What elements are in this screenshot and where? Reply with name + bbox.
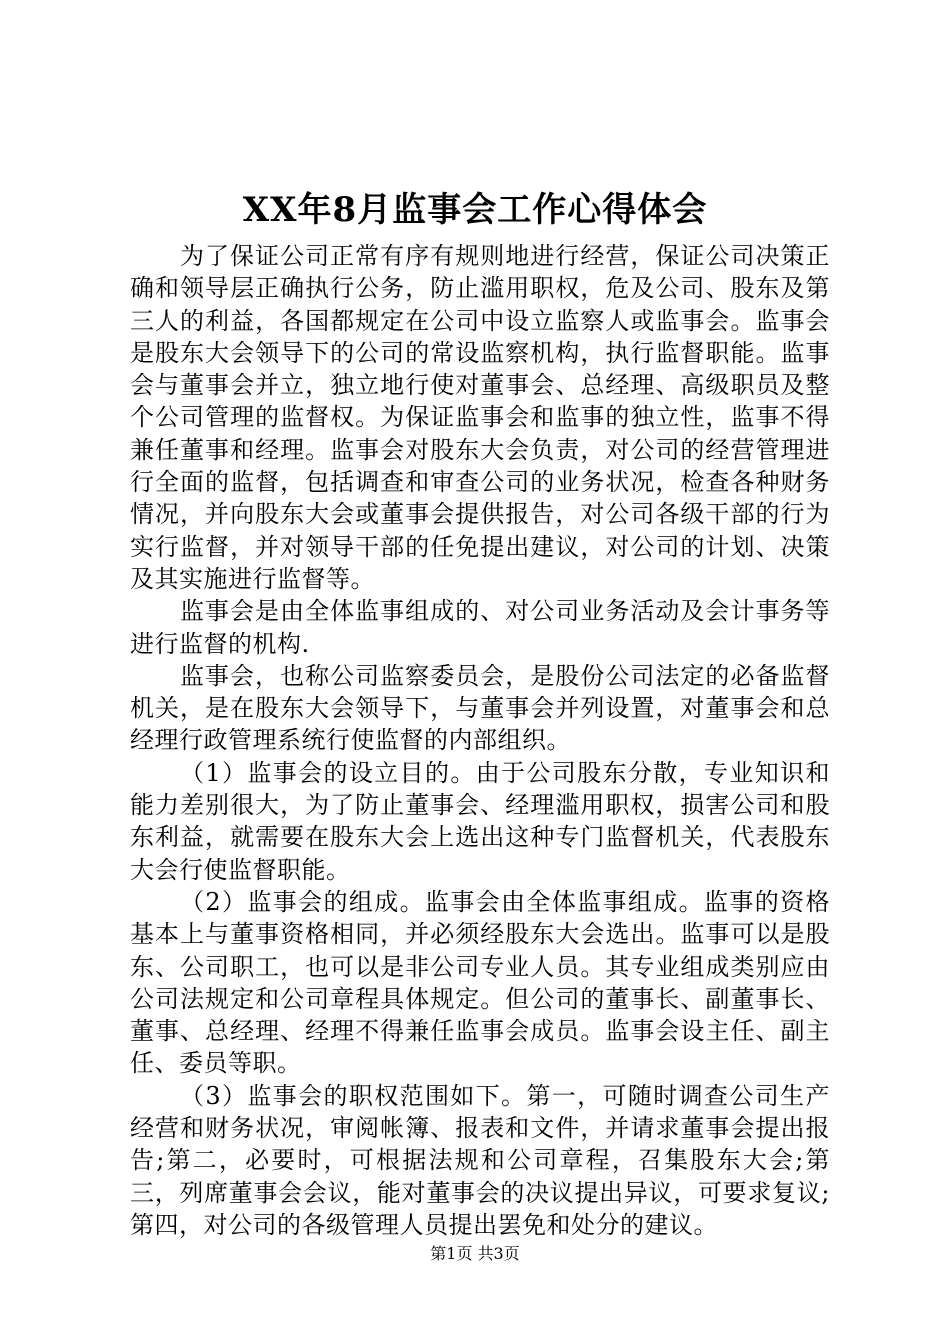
paragraph-3: 监事会，也称公司监察委员会，是股份公司法定的必备监督机关，是在股东大会领导下，与董事会并列设置，对董事会和总经理行政管理系统行使监督的内部组织。 bbox=[130, 661, 830, 755]
document-body bbox=[130, 240, 830, 1241]
paragraph-5: （2）监事会的组成。监事会由全体监事组成。监事的资格基本上与董事资格相同，并必须经股东大会选出。监事可以是股东、公司职工，也可以是非公司专业人员。其专业组成类别应由公司法规定和公司章程具体规定。但公司的董事长、副董事长、董事、总经理、经理不得兼任监事会成员。监事会设主任、副主任、委员等职。 bbox=[130, 887, 830, 1078]
paragraph-1: 为了保证公司正常有序有规则地进行经营，保证公司决策正确和领导层正确执行公务，防止滥用职权，危及公司、股东及第三人的利益，各国都规定在公司中设立监察人或监事会。监事会是股东大会领导下的公司的常设监察机构，执行监督职能。监事会与董事会并立，独立地行使对董事会、总经理、高级职员及整个公司管理的监督权。为保证监事会和监事的独立性，监事不得兼任董事和经理。监事会对股东大会负责，对公司的经营管理进行全面的监督，包括调查和审查公司的业务状况，检查各种财务情况，并向股东大会或董事会提供报告，对公司各级干部的行为实行监督，并对领导干部的任免提出建议，对公司的计划、决策及其实施进行监督等。 bbox=[130, 242, 830, 593]
paragraph-4: （1）监事会的设立目的。由于公司股东分散，专业知识和能力差别很大，为了防止董事会、经理滥用职权，损害公司和股东利益，就需要在股东大会上选出这种专门监督机关，代表股东大会行使监督职能。 bbox=[130, 758, 830, 884]
page-number-footer: 第1页 共3页 bbox=[430, 1244, 520, 1263]
document-title: XX年8月监事会工作心得体会 bbox=[242, 190, 708, 230]
paragraph-6: （3）监事会的职权范围如下。第一，可随时调查公司生产经营和财务状况，审阅帐簿、报表和文件，并请求董事会提出报告;第二，必要时，可根据法规和公司章程，召集股东大会;第三，列席董事会会议，能对董事会的决议提出异议，可要求复议;第四，对公司的各级管理人员提出罢免和处分的建议。 bbox=[130, 1081, 830, 1239]
paragraph-2: 监事会是由全体监事组成的、对公司业务活动及会计事务等进行监督的机构. bbox=[130, 597, 830, 658]
